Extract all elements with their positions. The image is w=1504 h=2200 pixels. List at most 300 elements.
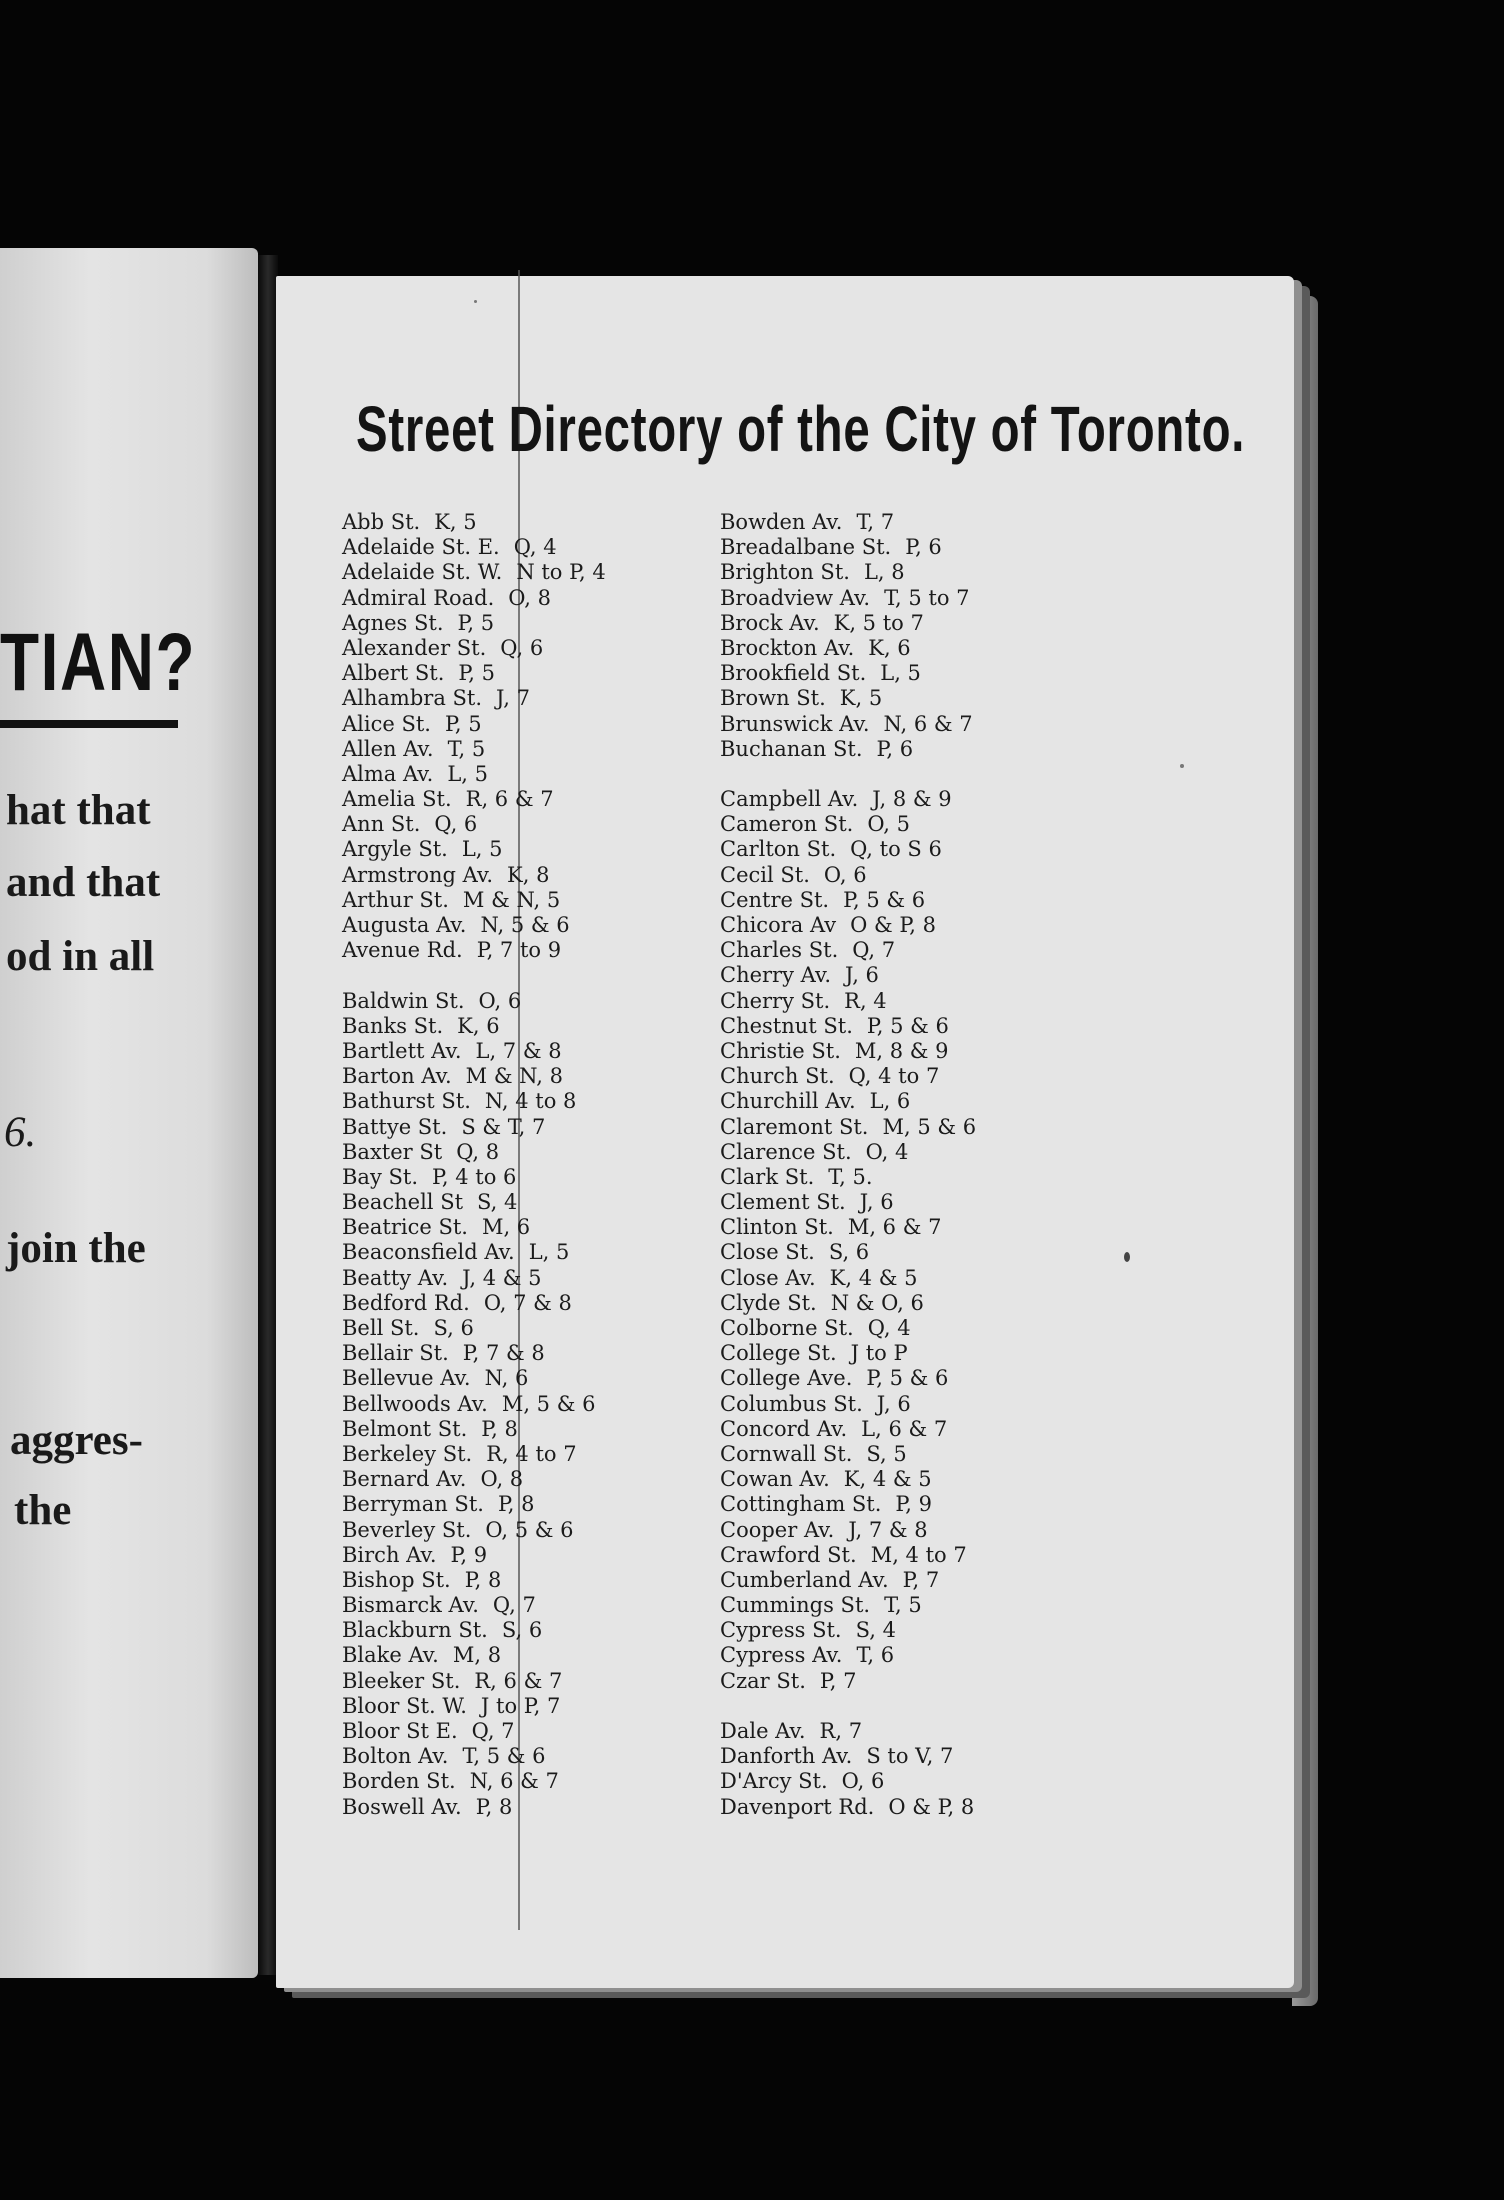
street-name: Blake Av. [342,1643,439,1668]
street-entry [720,510,976,535]
street-name: Chestnut St. [720,1013,853,1038]
map-reference: P, 7 [902,1567,940,1592]
street-entry [342,913,606,938]
map-reference: S, 6 [828,1240,870,1265]
left-page-line: the [14,1487,72,1534]
map-reference: N, 6 & 7 [883,711,973,736]
print-speck [1124,1252,1130,1262]
map-reference: R, 6 & 7 [465,787,554,812]
street-name: Cooper Av. [720,1517,835,1542]
street-entry [720,1316,976,1341]
street-entry [720,1417,976,1442]
street-name: Clarence St. [720,1139,852,1164]
map-reference: N to P, 4 [516,560,606,585]
map-reference: P, 5 [444,711,482,736]
map-reference: J, 8 & 9 [872,787,952,812]
street-name: Amelia St. [342,787,452,812]
street-entry [720,1115,976,1140]
street-name: Alexander St. [342,635,487,660]
street-name: Brookfield St. [720,661,867,686]
street-name: Centre St. [720,887,830,912]
map-reference: N, 4 to 8 [484,1089,577,1114]
map-reference: P, 8 [497,1492,535,1517]
map-reference: S, 4 [855,1618,896,1643]
street-name: Adelaide St. W. [342,560,503,585]
map-reference: O, 6 [841,1769,885,1794]
street-name: Alice St. [342,711,431,736]
left-page-heading: TIAN? [0,617,197,708]
street-name: Broadview Av. [720,585,871,610]
left-facing-page [0,248,258,1978]
street-entry [720,913,976,938]
street-name: Colborne St. [720,1316,854,1340]
street-name: Bell St. [342,1316,420,1340]
street-name: Bleeker St. [342,1668,461,1693]
street-entry [720,1593,976,1618]
street-name: Cherry Av. [720,963,831,988]
street-name: Argyle St. [342,837,448,862]
map-reference: N, 6 [484,1366,529,1391]
map-reference: Q, 4 [867,1316,911,1340]
street-entry [342,837,606,862]
street-name: Ann St. [342,812,421,837]
street-entry [720,1392,976,1417]
street-entry [342,510,606,535]
map-reference: M & N, 5 [462,887,561,912]
map-reference: K, 5 [839,686,883,711]
street-entry [720,1442,976,1467]
map-reference: P, 5 & 6 [866,1013,949,1038]
street-entry [342,1064,606,1089]
street-entry [342,661,606,686]
page-edge [1292,296,1318,2006]
street-entry [342,560,606,585]
street-entry [720,1744,976,1769]
street-entry [720,1568,976,1593]
street-name: Danforth Av. [720,1744,853,1769]
street-entry [720,1341,976,1366]
map-reference: P, 7 to 9 [476,938,562,963]
map-reference: P, 6 [905,535,942,560]
page-title: Street Directory of the City of Toronto. [356,393,1246,465]
street-entry [720,837,976,862]
street-name: Admiral Road. [342,585,495,610]
map-reference: Q, 6 [500,635,544,660]
map-reference: P, 8 [464,1567,502,1592]
street-name: D'Arcy St. [720,1769,828,1794]
street-entry [342,1795,606,1820]
street-name: Claremont St. [720,1114,869,1139]
map-reference: P, 7 & 8 [462,1341,545,1366]
street-entry [720,787,976,812]
street-name: Beatrice St. [342,1215,468,1240]
street-entry [342,888,606,913]
print-speck [1180,764,1184,768]
map-reference: J, 6 [859,1190,894,1215]
street-entry [720,1140,976,1165]
street-name: Bedford Rd. [342,1290,470,1315]
map-reference: T, 5 [447,736,486,761]
map-reference: P, 5 [458,661,495,686]
street-entry [720,611,976,636]
map-reference: L, 6 [869,1089,911,1114]
street-entry [342,1643,606,1668]
street-name: Barton Av. [342,1064,452,1089]
map-reference: K, 6 [457,1013,500,1038]
street-name: Battye St. [342,1114,448,1139]
street-entry [342,989,606,1014]
street-name: Boswell Av. [342,1794,462,1819]
map-reference: Q, 6 [434,812,478,837]
street-entry [342,938,606,963]
map-reference: L, 5 [528,1240,570,1265]
bleed-through-text [0,400,18,465]
street-name: Close Av. [720,1265,816,1290]
street-entry [720,1190,976,1215]
street-name: Bowden Av. [720,510,843,534]
map-reference: Q, to S 6 [850,837,942,862]
street-entry [720,636,976,661]
street-name: College Ave. [720,1366,853,1391]
street-name: Berkeley St. [342,1441,473,1466]
map-reference: R, 4 [844,988,887,1013]
map-reference: P, 9 [895,1492,933,1517]
street-entry [342,1039,606,1064]
map-reference: J, 6 [845,963,879,988]
street-entry [342,1089,606,1114]
map-reference: N, 6 & 7 [469,1769,559,1794]
street-name: Close St. [720,1240,815,1265]
map-reference: S to V, 7 [866,1744,954,1769]
left-page-line: join the [6,1225,146,1272]
street-name: Clyde St. [720,1290,817,1315]
street-entry [342,1240,606,1265]
map-reference: Q, 7 [492,1593,536,1618]
map-reference: P, 5 & 6 [866,1366,949,1391]
map-reference: L, 6 & 7 [861,1416,948,1441]
street-name: Campbell Av. [720,787,859,812]
street-entry [342,1291,606,1316]
map-reference: O, 5 [867,812,911,837]
map-reference: O, 5 & 6 [485,1517,574,1542]
street-name: Bellwoods Av. [342,1391,488,1416]
street-entry [720,1643,976,1668]
map-reference: P, 5 [457,610,495,635]
street-entry [342,1190,606,1215]
map-reference: M, 8 & 9 [854,1038,949,1063]
map-reference: O, 8 [480,1467,524,1492]
street-entry [720,1366,976,1391]
map-reference: K, 6 [868,635,911,660]
map-reference: S, 6 [501,1618,543,1643]
map-reference: R, 7 [819,1719,863,1743]
street-name: Bartlett Av. [342,1038,462,1063]
street-name: Belmont St. [342,1416,468,1441]
map-reference: T, 6 [856,1643,895,1668]
street-entry [342,1492,606,1517]
map-reference: P, 7 [819,1668,857,1693]
map-reference: O, 7 & 8 [483,1290,572,1315]
street-entry [342,1694,606,1719]
map-reference: J, 4 & 5 [462,1265,542,1290]
map-reference: M, 4 to 7 [870,1542,967,1567]
map-reference: S, 6 [433,1316,474,1340]
map-reference: J, 7 & 8 [848,1517,928,1542]
map-reference: Q, 7 [471,1719,515,1743]
street-entry [342,535,606,560]
street-name: Cameron St. [720,812,854,837]
map-reference: O & P, 8 [888,1794,975,1819]
street-entry [720,1719,976,1744]
map-reference: J, 6 [876,1391,911,1416]
map-reference: N, 5 & 6 [480,913,570,937]
street-entry [720,863,976,888]
street-name: Cecil St. [720,862,810,887]
street-name: Churchill Av. [720,1089,856,1114]
street-entry [342,762,606,787]
street-name: Agnes St. [342,610,444,635]
map-reference: J to P [850,1341,908,1366]
map-reference: Q, 4 to 7 [848,1064,940,1089]
street-entry [720,1543,976,1568]
street-entry [342,1014,606,1039]
map-reference: K, 8 [507,862,550,887]
street-name: Bellair St. [342,1341,449,1366]
street-name: Cherry St. [720,988,831,1013]
street-entry [720,812,976,837]
street-name: Avenue Rd. [342,938,463,963]
street-entry [342,1417,606,1442]
street-name: Bismarck Av. [342,1593,479,1618]
street-name: Beatty Av. [342,1265,449,1290]
map-reference: L, 5 [880,661,921,686]
street-name: Cummings St. [720,1593,871,1618]
left-page-line: aggres- [10,1417,143,1464]
map-reference: O & P, 8 [850,913,936,937]
directory-column-right [720,510,976,1820]
street-name: Albert St. [342,661,445,686]
map-reference: T, 7 [856,510,895,534]
street-name: Birch Av. [342,1542,437,1567]
street-entry [720,1769,976,1794]
map-reference: O, 8 [508,585,551,610]
map-reference: P, 8 [475,1794,513,1819]
street-name: Bernard Av. [342,1467,467,1492]
street-name: Abb St. [342,510,421,534]
street-entry [342,636,606,661]
street-name: Alhambra St. [342,686,483,711]
street-name: Charles St. [720,938,839,963]
street-name: Bellevue Av. [342,1366,471,1391]
street-name: Allen Av. [342,736,434,761]
map-reference: T, 5 & 6 [462,1744,546,1769]
map-reference: L, 8 [863,560,905,585]
street-name: Czar St. [720,1668,806,1693]
street-name: Baldwin St. [342,988,465,1013]
street-entry [720,586,976,611]
street-name: Blackburn St. [342,1618,488,1643]
street-entry [720,989,976,1014]
street-entry [342,1165,606,1190]
street-name: Bloor St. W. [342,1693,467,1718]
street-entry [342,1518,606,1543]
map-reference: L, 7 & 8 [475,1038,562,1063]
street-name: Cypress Av. [720,1643,843,1668]
directory-column-left [342,510,606,1820]
street-name: Bloor St E. [342,1719,458,1743]
street-entry [720,1215,976,1240]
map-reference: Q, 4 [513,535,557,560]
map-reference: K, 5 to 7 [833,610,924,635]
street-entry [720,560,976,585]
map-reference: R, 6 & 7 [474,1668,563,1693]
street-name: Church St. [720,1064,835,1089]
street-entry [342,586,606,611]
street-name: Beverley St. [342,1517,472,1542]
street-entry [342,1392,606,1417]
street-name: Clark St. [720,1164,815,1189]
map-reference: P, 5 & 6 [843,887,926,912]
street-entry [720,1291,976,1316]
street-name: Columbus St. [720,1391,863,1416]
street-entry [342,611,606,636]
street-entry [720,737,976,762]
left-page-rule [0,720,178,728]
left-page-line: hat that [6,787,151,834]
street-entry [342,1442,606,1467]
street-entry [342,1669,606,1694]
street-name: Breadalbane St. [720,535,892,560]
map-reference: P, 4 to 6 [432,1164,517,1189]
street-entry [342,863,606,888]
street-entry [720,1669,976,1694]
street-entry [342,1341,606,1366]
street-entry [720,686,976,711]
map-reference: S, 4 [477,1190,518,1215]
street-entry [342,787,606,812]
street-entry [720,1518,976,1543]
street-entry [342,1618,606,1643]
map-reference: M, 6 & 7 [847,1215,942,1240]
street-name: Davenport Rd. [720,1794,875,1819]
street-entry [720,1240,976,1265]
print-speck [474,300,477,303]
street-name: Bolton Av. [342,1744,449,1769]
street-name: Bishop St. [342,1567,451,1592]
street-name: Brockton Av. [720,635,855,660]
street-entry [342,1467,606,1492]
street-name: Cornwall St. [720,1441,853,1466]
street-name: Chicora Av [720,913,837,937]
street-entry [342,1366,606,1391]
street-name: Cypress St. [720,1618,842,1643]
street-entry [342,1769,606,1794]
street-entry [342,812,606,837]
map-reference: T, 5 to 7 [884,585,970,610]
street-name: Adelaide St. E. [342,535,500,560]
map-reference: M, 5 & 6 [882,1114,977,1139]
street-name: Alma Av. [342,761,434,786]
map-reference: P, 6 [876,736,914,761]
map-reference: P, 8 [481,1416,518,1441]
street-name: Cottingham St. [720,1492,882,1517]
map-reference: Q, 8 [456,1139,500,1164]
map-reference: M & N, 8 [465,1064,563,1089]
street-entry [720,661,976,686]
street-entry [342,1543,606,1568]
street-name: Bathurst St. [342,1089,471,1114]
street-entry [720,1492,976,1517]
map-reference: O, 4 [865,1139,909,1164]
street-entry [720,1165,976,1190]
street-entry [342,737,606,762]
map-reference: O, 6 [823,862,867,887]
street-name: Concord Av. [720,1416,848,1441]
map-reference: M, 8 [452,1643,502,1668]
map-reference: M, 6 [481,1215,531,1240]
street-name: Arthur St. [342,887,449,912]
street-name: Clinton St. [720,1215,834,1240]
street-name: Christie St. [720,1038,841,1063]
street-entry [720,938,976,963]
street-entry [342,1719,606,1744]
book-spine [258,255,278,1975]
street-name: Brown St. [720,686,826,711]
street-entry [342,1316,606,1341]
street-entry [720,1014,976,1039]
street-entry [720,1467,976,1492]
street-name: Clement St. [720,1190,846,1215]
entry-group-gap [720,762,976,787]
street-entry [342,1744,606,1769]
map-reference: K, 4 & 5 [829,1265,918,1290]
street-name: Beachell St [342,1190,464,1215]
street-entry [342,1593,606,1618]
map-reference: R, 4 to 7 [486,1441,577,1466]
map-reference: T, 5 [884,1593,922,1618]
street-name: Baxter St [342,1139,443,1164]
street-name: Armstrong Av. [342,862,494,887]
entry-group-gap [342,963,606,988]
map-reference: O, 6 [478,988,522,1013]
street-entry [342,1115,606,1140]
street-entry [720,535,976,560]
map-reference: L, 5 [461,837,503,862]
street-entry [720,963,976,988]
street-entry [342,686,606,711]
street-name: Dale Av. [720,1719,806,1743]
street-entry [720,1618,976,1643]
street-name: Crawford St. [720,1542,857,1567]
street-name: Banks St. [342,1013,444,1038]
street-entry [342,712,606,737]
street-name: Carlton St. [720,837,837,862]
street-name: Augusta Av. [342,913,467,937]
map-reference: Q, 7 [852,938,896,963]
street-name: Berryman St. [342,1492,484,1517]
street-entry [720,888,976,913]
map-reference: P, 9 [450,1542,488,1567]
street-entry [720,1089,976,1114]
street-name: Brighton St. [720,560,850,585]
street-entry [342,1568,606,1593]
left-page-line: 6. [4,1109,37,1156]
street-name: Beaconsfield Av. [342,1240,515,1265]
street-entry [342,1266,606,1291]
street-entry [342,1215,606,1240]
street-entry [720,1064,976,1089]
map-reference: S & T, 7 [461,1114,546,1139]
